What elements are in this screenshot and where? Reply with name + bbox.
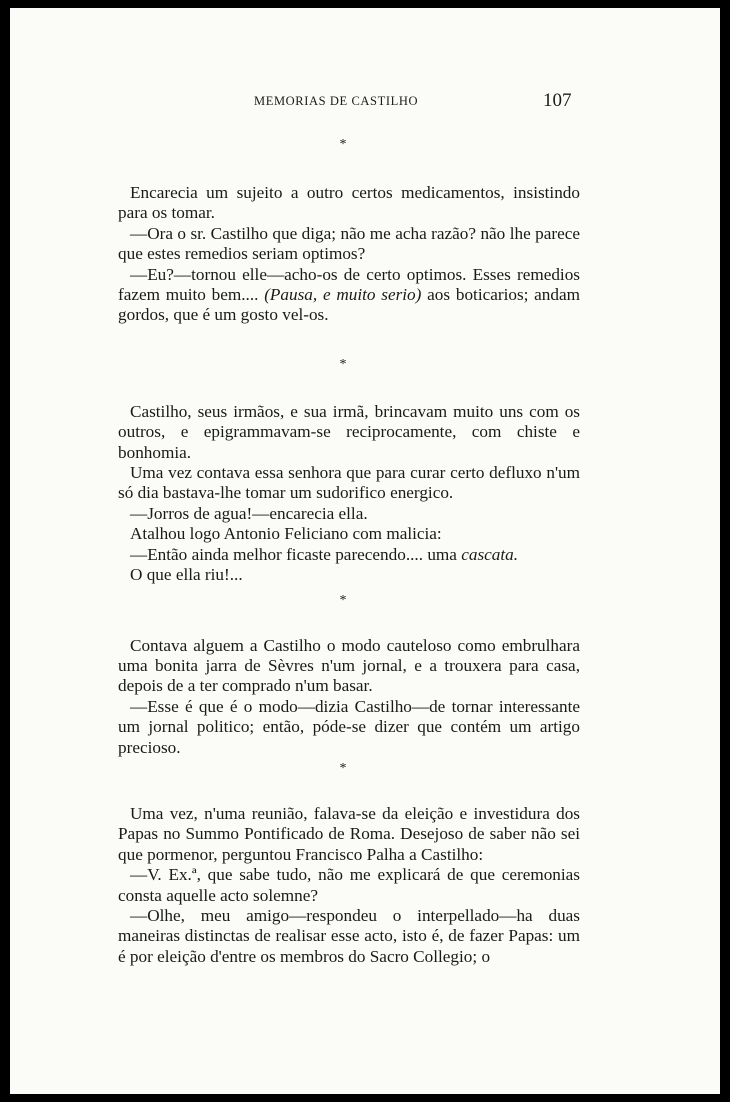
- paragraph: Uma vez, n'uma reunião, falava-se da eleição e investidura dos Papas no Summo Pontificado de Roma. Desejoso de saber não sei que pormenor, perguntou Francisco Palha a Castilho:: [118, 803, 580, 864]
- page-header: [10, 90, 720, 112]
- running-title: MEMORIAS DE CASTILHO: [254, 94, 419, 108]
- paragraph: Contava alguem a Castilho o modo cauteloso como embrulhara uma bonita jarra de Sèvres n'um jornal, e a trouxera para casa, depois de a ter comprado n'um basar.: [118, 635, 580, 696]
- paragraph: O que ella riu!...: [130, 565, 243, 585]
- section-separator: *: [339, 137, 347, 152]
- book-page: [10, 8, 720, 1094]
- section-separator: *: [339, 356, 347, 372]
- paragraph: —V. Ex.ª, que sabe tudo, não me explicará de que ceremonias consta aquelle acto solemne?: [118, 865, 580, 905]
- paragraph: Atalhou logo Antonio Feliciano com malicia:: [130, 524, 442, 544]
- paragraph: —Esse é que é o modo—dizia Castilho—de tornar interessante um jornal politico; então, póde-se dizer que contém um artigo precioso.: [118, 696, 580, 757]
- section-separator: *: [339, 592, 347, 608]
- section-separator: *: [339, 760, 347, 776]
- paragraph: Uma vez contava essa senhora que para curar certo defluxo n'um só dia bastava-lhe tomar um sudorifico energico.: [118, 463, 580, 503]
- paragraph: Castilho, seus irmãos, e sua irmã, brincavam muito uns com os outros, e epigrammavam-se reciprocamente, com chiste e bonhomia.: [118, 401, 580, 462]
- body-text: [118, 138, 580, 967]
- paragraph: Encarecia um sujeito a outro certos medicamentos, insistindo para os tomar.: [118, 183, 580, 223]
- paragraph: —Eu?—tornou elle—acho-os de certo optimos. Esses remedios fazem muito bem.... (Pausa, e muito serio) aos boticarios; andam gordos, que é um gosto vel-os.: [118, 264, 580, 325]
- page-number: 107: [543, 90, 572, 111]
- paragraph: —Ora o sr. Castilho que diga; não me acha razão? não lhe parece que estes remedios seriam optimos?: [118, 223, 580, 264]
- paragraph: —Jorros de agua!—encarecia ella.: [130, 503, 368, 523]
- paragraph: —Olhe, meu amigo—respondeu o interpellado—ha duas maneiras distinctas de realisar esse acto, isto é, de fazer Papas: um é por eleição d'entre os membros do Sacro Collegio; o: [118, 905, 580, 966]
- paragraph: —Então ainda melhor ficaste parecendo.... uma cascata.: [130, 544, 519, 564]
